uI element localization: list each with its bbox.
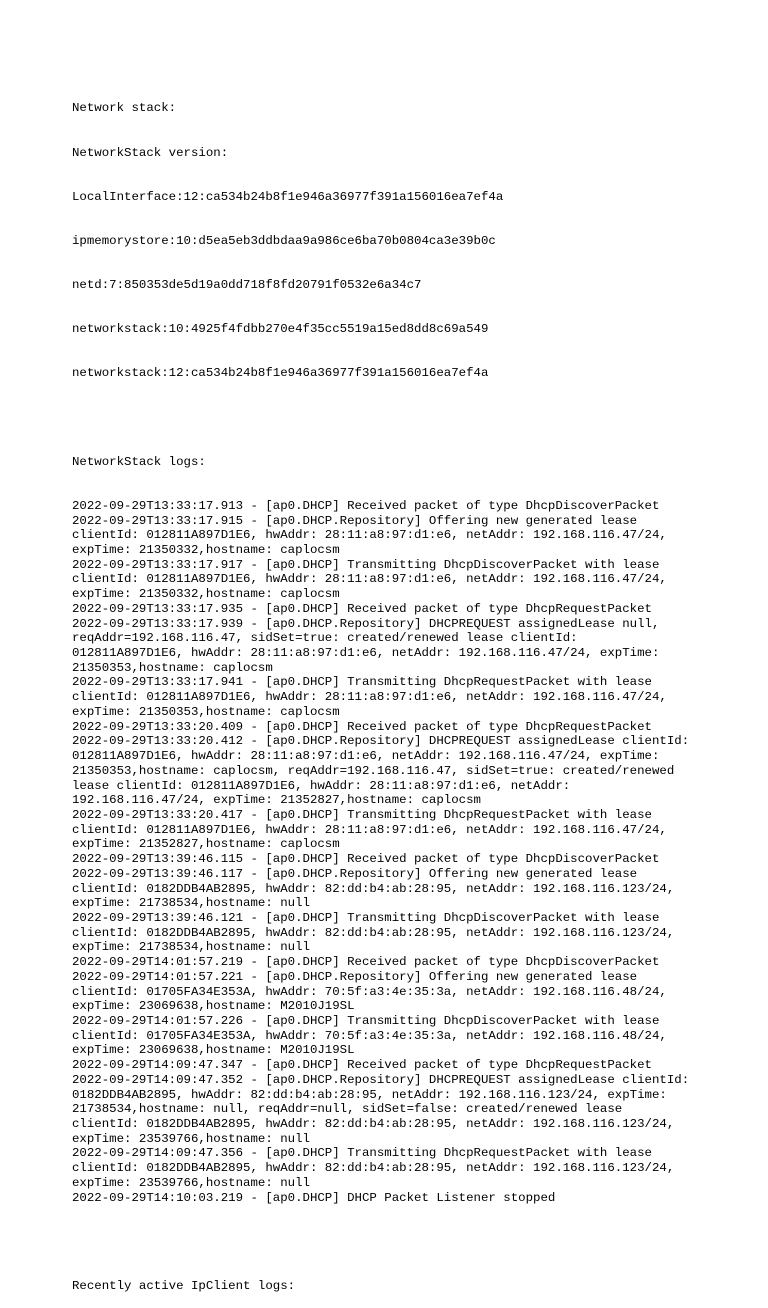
log-line: 2022-09-29T13:33:17.935 - [ap0.DHCP] Received packet of type DhcpRequestPacket <box>72 601 652 616</box>
log-line: clientId: 0182DDB4AB2895, hwAddr: 82:dd:b4:ab:28:95, netAddr: 192.168.116.123/24, <box>72 1117 675 1132</box>
log-line: expTime: 23069638,hostname: M2010J19SL <box>72 1043 355 1058</box>
log-line: 2022-09-29T14:09:47.347 - [ap0.DHCP] Received packet of type DhcpRequestPacket <box>72 1058 652 1073</box>
log-line: clientId: 012811A897D1E6, hwAddr: 28:11:a8:97:d1:e6, netAddr: 192.168.116.47/24, <box>72 690 667 705</box>
version-line: ipmemorystore:10:d5ea5eb3ddbdaa9a986ce6ba70b0804ca3e39b0c <box>72 233 496 248</box>
networkstack-logs-heading: NetworkStack logs: <box>72 454 206 469</box>
log-line: 012811A897D1E6, hwAddr: 28:11:a8:97:d1:e6, netAddr: 192.168.116.47/24, expTime: <box>72 749 660 764</box>
network-stack-heading: Network stack: <box>72 101 177 116</box>
log-line: clientId: 012811A897D1E6, hwAddr: 28:11:a8:97:d1:e6, netAddr: 192.168.116.47/24, <box>72 572 667 587</box>
log-line: 21350353,hostname: caplocsm <box>72 660 273 675</box>
networkstack-version-heading: NetworkStack version: <box>72 145 229 160</box>
log-line: expTime: 21738534,hostname: null <box>72 940 310 955</box>
log-line: clientId: 0182DDB4AB2895, hwAddr: 82:dd:b4:ab:28:95, netAddr: 192.168.116.123/24, <box>72 881 675 896</box>
log-line: 2022-09-29T13:33:17.917 - [ap0.DHCP] Transmitting DhcpDiscoverPacket with lease <box>72 557 660 572</box>
log-line: 21738534,hostname: null, reqAddr=null, sidSet=false: created/renewed lease <box>72 1102 623 1117</box>
log-line: 012811A897D1E6, hwAddr: 28:11:a8:97:d1:e6, netAddr: 192.168.116.47/24, expTime: <box>72 646 660 661</box>
log-line: 2022-09-29T13:33:17.913 - [ap0.DHCP] Received packet of type DhcpDiscoverPacket <box>72 498 660 513</box>
log-line: clientId: 01705FA34E353A, hwAddr: 70:5f:a3:4e:35:3a, netAddr: 192.168.116.48/24, <box>72 1028 667 1043</box>
log-line: 2022-09-29T14:09:47.352 - [ap0.DHCP.Repository] DHCPREQUEST assignedLease clientId: <box>72 1072 690 1087</box>
recent-ipclient-logs-heading: Recently active IpClient logs: <box>72 1278 296 1293</box>
log-line: 0182DDB4AB2895, hwAddr: 82:dd:b4:ab:28:95, netAddr: 192.168.116.123/24, expTime: <box>72 1087 667 1102</box>
log-line: expTime: 21350332,hostname: caplocsm <box>72 587 340 602</box>
log-line: expTime: 23539766,hostname: null <box>72 1131 310 1146</box>
log-line: lease clientId: 012811A897D1E6, hwAddr: 28:11:a8:97:d1:e6, netAddr: <box>72 778 571 793</box>
log-line: 2022-09-29T14:01:57.219 - [ap0.DHCP] Received packet of type DhcpDiscoverPacket <box>72 955 660 970</box>
log-line: expTime: 21738534,hostname: null <box>72 896 310 911</box>
log-line: 2022-09-29T13:33:20.417 - [ap0.DHCP] Transmitting DhcpRequestPacket with lease <box>72 807 652 822</box>
log-line: 2022-09-29T13:33:17.939 - [ap0.DHCP.Repository] DHCPREQUEST assignedLease null, <box>72 616 660 631</box>
log-line: clientId: 012811A897D1E6, hwAddr: 28:11:a8:97:d1:e6, netAddr: 192.168.116.47/24, <box>72 822 667 837</box>
log-line: 2022-09-29T13:33:17.941 - [ap0.DHCP] Transmitting DhcpRequestPacket with lease <box>72 675 652 690</box>
document-page <box>72 72 762 1308</box>
version-line: netd:7:850353de5d19a0dd718f8fd20791f0532e6a34c7 <box>72 278 422 293</box>
log-line: 2022-09-29T13:39:46.115 - [ap0.DHCP] Received packet of type DhcpDiscoverPacket <box>72 852 660 867</box>
log-line: 2022-09-29T13:33:17.915 - [ap0.DHCP.Repository] Offering new generated lease <box>72 513 638 528</box>
log-line: clientId: 01705FA34E353A, hwAddr: 70:5f:a3:4e:35:3a, netAddr: 192.168.116.48/24, <box>72 984 667 999</box>
log-line: reqAddr=192.168.116.47, sidSet=true: created/renewed lease clientId: <box>72 631 578 646</box>
log-line: 2022-09-29T14:10:03.219 - [ap0.DHCP] DHCP Packet Listener stopped <box>72 1190 556 1205</box>
log-line: 21350353,hostname: caplocsm, reqAddr=192.168.116.47, sidSet=true: created/renewed <box>72 763 675 778</box>
version-line: networkstack:12:ca534b24b8f1e946a36977f391a156016ea7ef4a <box>72 366 489 381</box>
log-line: 2022-09-29T13:39:46.121 - [ap0.DHCP] Transmitting DhcpDiscoverPacket with lease <box>72 910 660 925</box>
log-line: expTime: 21350332,hostname: caplocsm <box>72 543 340 557</box>
version-line: LocalInterface:12:ca534b24b8f1e946a36977f391a156016ea7ef4a <box>72 189 504 204</box>
log-line: expTime: 23069638,hostname: M2010J19SL <box>72 999 355 1014</box>
log-line: 2022-09-29T13:33:20.412 - [ap0.DHCP.Repository] DHCPREQUEST assignedLease clientId: <box>72 734 690 749</box>
log-line: expTime: 21350353,hostname: caplocsm <box>72 704 340 719</box>
blank-line <box>72 1235 762 1250</box>
log-line: 192.168.116.47/24, expTime: 21352827,hostname: caplocsm <box>72 793 481 808</box>
version-line: networkstack:10:4925f4fdbb270e4f35cc5519a15ed8dd8c69a549 <box>72 322 489 337</box>
log-line: 2022-09-29T14:01:57.221 - [ap0.DHCP.Repository] Offering new generated lease <box>72 969 638 984</box>
log-line: clientId: 0182DDB4AB2895, hwAddr: 82:dd:b4:ab:28:95, netAddr: 192.168.116.123/24, <box>72 925 675 940</box>
log-line: 2022-09-29T14:01:57.226 - [ap0.DHCP] Transmitting DhcpDiscoverPacket with lease <box>72 1014 660 1028</box>
log-line: 2022-09-29T13:33:20.409 - [ap0.DHCP] Received packet of type DhcpRequestPacket <box>72 719 652 734</box>
log-line: clientId: 0182DDB4AB2895, hwAddr: 82:dd:b4:ab:28:95, netAddr: 192.168.116.123/24, <box>72 1161 675 1176</box>
log-lines <box>72 499 762 1206</box>
log-line: expTime: 21352827,hostname: caplocsm <box>72 837 340 852</box>
log-line: 2022-09-29T14:09:47.356 - [ap0.DHCP] Transmitting DhcpRequestPacket with lease <box>72 1146 652 1161</box>
log-line: 2022-09-29T13:39:46.117 - [ap0.DHCP.Repository] Offering new generated lease <box>72 866 638 881</box>
log-line: clientId: 012811A897D1E6, hwAddr: 28:11:a8:97:d1:e6, netAddr: 192.168.116.47/24, <box>72 528 667 543</box>
blank-line <box>72 411 762 426</box>
log-line: expTime: 23539766,hostname: null <box>72 1175 310 1190</box>
